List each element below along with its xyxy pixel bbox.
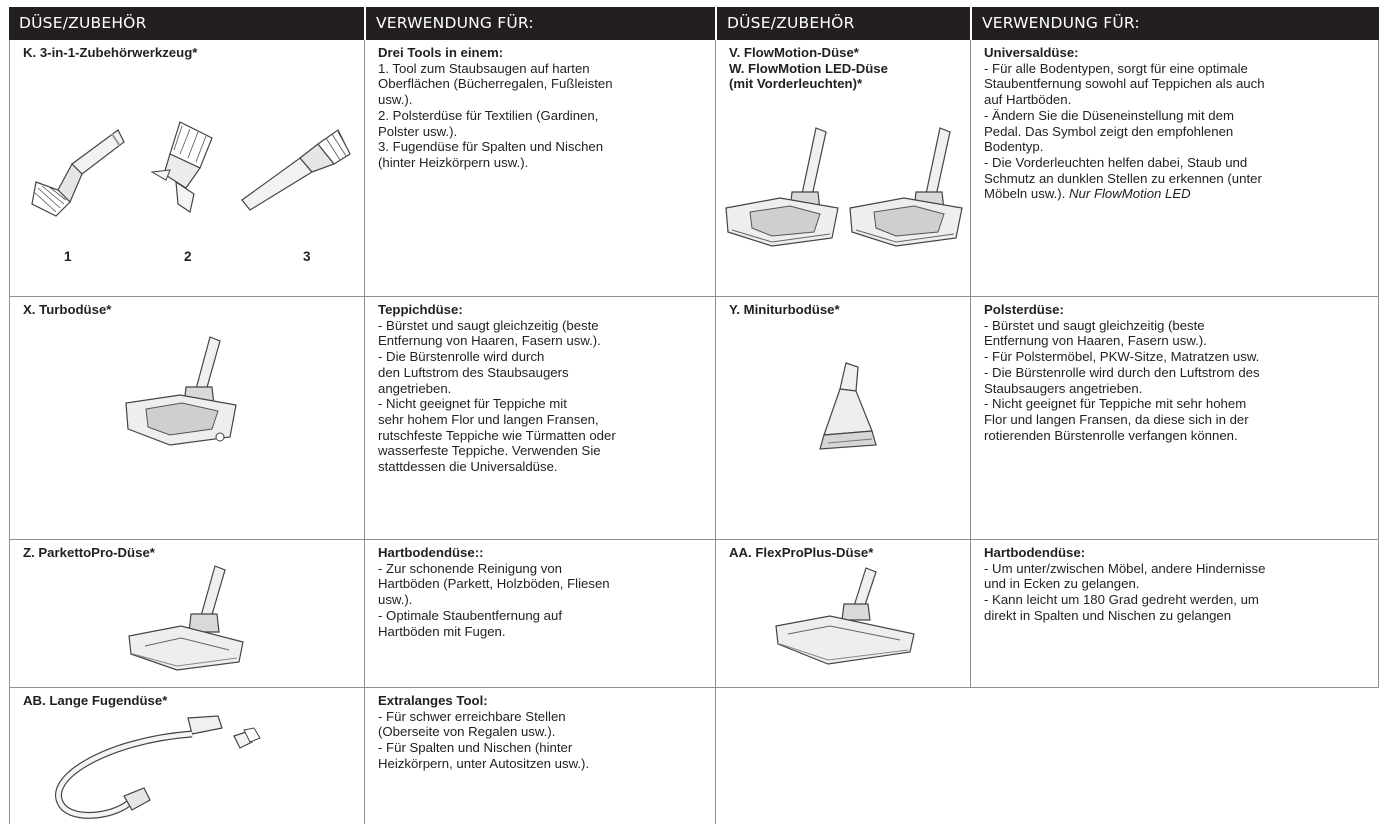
cell-flexproplus xyxy=(716,540,971,688)
usage-line: - Für Spalten und Nischen (hinter xyxy=(378,740,573,756)
header-usage-2: VERWENDUNG FÜR: xyxy=(972,7,1379,40)
usage-line: usw.). xyxy=(378,92,413,108)
usage-line: - Bürstet und saugt gleichzeitig (beste xyxy=(378,317,599,333)
usage-line: - Die Vorderleuchten helfen dabei, Staub und xyxy=(984,154,1248,170)
cell-flowmotion xyxy=(716,40,971,297)
usage-line: Schmutz an dunklen Stellen zu erkennen (unter xyxy=(984,170,1262,186)
nozzle-name: Y. Miniturbodüse* xyxy=(729,302,840,317)
accessory-table xyxy=(9,7,1379,824)
flexproplus-nozzle-illustration xyxy=(770,564,920,674)
flowmotion-nozzle-illustration xyxy=(720,122,968,252)
usage-line-note: Nur FlowMotion LED xyxy=(1069,186,1191,202)
crevice-tool-illustration xyxy=(238,120,353,215)
usage-line: Staubsaugers angetrieben. xyxy=(984,380,1143,396)
tool-number-1: 1 xyxy=(64,249,72,264)
usage-line: Oberflächen (Bücherregalen, Fußleisten xyxy=(378,76,613,92)
nozzle-name: W. FlowMotion LED-Düse xyxy=(729,60,888,76)
usage-line: direkt in Spalten und Nischen zu gelangen xyxy=(984,607,1232,623)
crevice-brush-illustration xyxy=(22,112,132,222)
tool-number-2: 2 xyxy=(184,249,192,264)
usage-line: Entfernung von Haaren, Fasern usw.). xyxy=(984,333,1207,349)
usage-line: Pedal. Das Symbol zeigt den empfohlenen xyxy=(984,123,1234,139)
usage-line: - Für schwer erreichbare Stellen xyxy=(378,708,566,724)
usage-line-last xyxy=(984,186,1370,202)
usage-line: wasserfeste Teppiche. Verwenden Sie xyxy=(378,443,601,459)
usage-line: rutschfeste Teppiche wie Türmatten oder xyxy=(378,427,616,443)
header-nozzle-2: DÜSE/ZUBEHÖR xyxy=(717,7,970,40)
usage-line: Heizkörpern, unter Autositzen usw.). xyxy=(378,755,590,771)
cell-miniturbo-usage xyxy=(971,297,1379,540)
cell-turbo xyxy=(9,297,365,540)
usage-line: (hinter Heizkörpern usw.). xyxy=(378,154,529,170)
usage-title: Teppichdüse: xyxy=(378,302,463,317)
usage-title: Universaldüse: xyxy=(984,45,1079,60)
usage-line: auf Hartböden. xyxy=(984,92,1072,108)
usage-line: - Ändern Sie die Düseneinstellung mit dem xyxy=(984,107,1234,123)
usage-line: - Die Bürstenrolle wird durch xyxy=(378,349,545,365)
nozzle-name: AB. Lange Fugendüse* xyxy=(23,693,168,708)
usage-line: Entfernung von Haaren, Fasern usw.). xyxy=(378,333,601,349)
cell-turbo-usage xyxy=(365,297,716,540)
cell-long-crevice xyxy=(9,688,365,824)
nozzle-name: K. 3-in-1-Zubehörwerkzeug* xyxy=(23,45,198,60)
cell-flexproplus-usage xyxy=(971,540,1379,688)
cell-parkettopro-usage xyxy=(365,540,716,688)
usage-line: Staubentfernung sowohl auf Teppichen als auch xyxy=(984,76,1265,92)
header-usage: VERWENDUNG FÜR: xyxy=(366,7,715,40)
cell-3in1-usage xyxy=(365,40,716,297)
usage-line: - Nicht geeignet für Teppiche mit sehr hohem xyxy=(984,396,1247,412)
usage-line: den Luftstrom des Staubsaugers xyxy=(378,364,569,380)
usage-line: - Bürstet und saugt gleichzeitig (beste xyxy=(984,317,1205,333)
nozzle-name: X. Turbodüse* xyxy=(23,302,112,317)
usage-line: 2. Polsterdüse für Textilien (Gardinen, xyxy=(378,107,599,123)
usage-line: - Nicht geeignet für Teppiche mit xyxy=(378,396,567,412)
usage-line: - Um unter/zwischen Möbel, andere Hindernisse xyxy=(984,560,1266,576)
header-nozzle: DÜSE/ZUBEHÖR xyxy=(9,7,364,40)
usage-line: - Für Polstermöbel, PKW-Sitze, Matratzen usw. xyxy=(984,349,1260,365)
nozzle-name: AA. FlexProPlus-Düse* xyxy=(729,545,874,560)
usage-title: Hartbodendüse: xyxy=(984,545,1086,560)
usage-title: Extralanges Tool: xyxy=(378,693,488,708)
cell-flowmotion-usage xyxy=(971,40,1379,297)
usage-line: usw.). xyxy=(378,592,413,608)
usage-title: Hartbodendüse:: xyxy=(378,545,484,560)
miniturbo-nozzle-illustration xyxy=(806,357,886,457)
parkettopro-nozzle-illustration xyxy=(125,562,255,682)
usage-line: - Für alle Bodentypen, sorgt für eine optimale xyxy=(984,60,1248,76)
usage-line: Hartböden mit Fugen. xyxy=(378,623,506,639)
nozzle-name: V. FlowMotion-Düse* xyxy=(729,45,859,60)
usage-line: - Die Bürstenrolle wird durch den Luftstrom des xyxy=(984,364,1260,380)
cell-parkettopro xyxy=(9,540,365,688)
cell-miniturbo xyxy=(716,297,971,540)
nozzle-name: Z. ParkettoPro-Düse* xyxy=(23,545,155,560)
usage-line: 3. Fugendüse für Spalten und Nischen xyxy=(378,139,604,155)
usage-line: sehr hohem Flor und langen Fransen, xyxy=(378,411,599,427)
usage-line: und in Ecken zu gelangen. xyxy=(984,576,1140,592)
nozzle-name: (mit Vorderleuchten)* xyxy=(729,76,863,92)
usage-line: - Kann leicht um 180 Grad gedreht werden, um xyxy=(984,592,1259,608)
usage-line: Hartböden (Parkett, Holzböden, Fliesen xyxy=(378,576,610,592)
usage-line: - Optimale Staubentfernung auf xyxy=(378,607,563,623)
usage-line: Flor und langen Fransen, da diese sich in der xyxy=(984,411,1249,427)
usage-line-text: Möbeln usw.). xyxy=(984,186,1070,202)
usage-line: Polster usw.). xyxy=(378,123,458,139)
long-crevice-tool-illustration xyxy=(28,710,278,822)
upholstery-brush-illustration xyxy=(140,112,230,222)
usage-line: stattdessen die Universaldüse. xyxy=(378,459,558,475)
usage-line: angetrieben. xyxy=(378,380,452,396)
usage-line: Bodentyp. xyxy=(984,139,1044,155)
usage-line: (Oberseite von Regalen usw.). xyxy=(378,724,556,740)
usage-line: - Zur schonende Reinigung von xyxy=(378,560,563,576)
usage-title: Polsterdüse: xyxy=(984,302,1064,317)
usage-title: Drei Tools in einem: xyxy=(378,45,504,60)
tool-number-3: 3 xyxy=(303,249,311,264)
usage-line: 1. Tool zum Staubsaugen auf harten xyxy=(378,60,590,76)
usage-line: rotierenden Bürstenrolle verfangen können. xyxy=(984,427,1238,443)
cell-long-crevice-usage xyxy=(365,688,716,824)
turbo-nozzle-illustration xyxy=(120,329,250,459)
cell-3in1-tool xyxy=(9,40,365,297)
